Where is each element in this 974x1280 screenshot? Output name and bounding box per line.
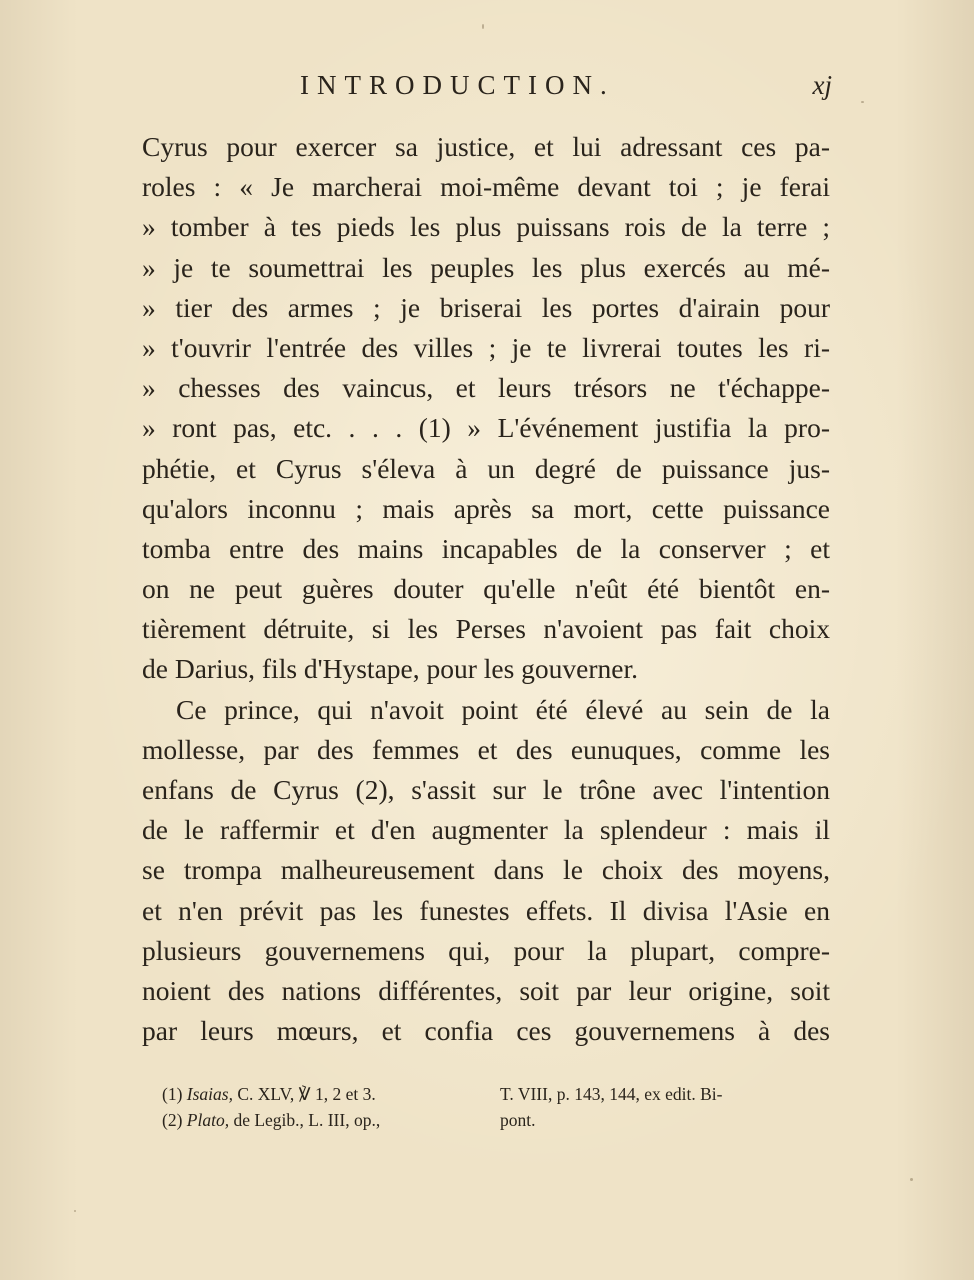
footnote-2-continuation: T. VIII, p. 143, 144, ex edit. Bi- [500,1084,723,1104]
text-line: on ne peut guères douter qu'elle n'eût été bientôt en- [142,573,830,605]
paragraph-1 [142,127,830,690]
text-line: enfans de Cyrus (2), s'assit sur le trône avec l'intention [142,774,830,805]
text-line: noient des nations différentes, soit par leur origine, soit [142,974,830,1006]
footnote-row-2 [162,1107,832,1133]
text-line: » tier des armes ; je briserai les portes d'airain pour [142,291,830,323]
footnote-mark: (1) [162,1084,183,1104]
paragraph-2 [142,690,830,1052]
paper-speck [910,1178,913,1181]
footnote-2-end: pont. [500,1110,536,1130]
text-line: tomba entre des mains incapables de la conserver ; et [142,532,830,564]
footnote-1 [162,1081,500,1107]
text-line: » je te soumettrai les peuples les plus exercés au mé- [142,251,830,283]
text-line: plusieurs gouvernemens qui, pour la plupart, compre- [142,934,830,966]
footnote-mark: (2) [162,1110,183,1130]
footnote-reference: C. XLV, ℣ 1, 2 et 3. [237,1084,376,1104]
text-line: qu'alors inconnu ; mais après sa mort, cette puissance [142,492,830,524]
text-line: » ront pas, etc. . . . (1) » L'événement justifia la pro- [142,412,830,444]
text-line: » t'ouvrir l'entrée des villes ; je te livrerai toutes les ri- [142,331,830,363]
page-header [142,70,832,110]
text-line: tièrement détruite, si les Perses n'avoient pas fait choix [142,613,830,645]
text-line: roles : « Je marcherai moi-même devant toi ; je ferai [142,171,830,203]
text-line: et n'en prévit pas les funestes effets. Il divisa l'Asie en [142,894,830,926]
footnotes [162,1081,832,1133]
text-line: phétie, et Cyrus s'éleva à un degré de puissance jus- [142,452,830,484]
running-title: INTRODUCTION. [300,70,615,100]
body-text [142,127,830,1051]
page-number: xj [812,70,832,100]
text-line: » chesses des vaincus, et leurs trésors ne t'échappe- [142,372,830,404]
text-line: Ce prince, qui n'avoit point été élevé au sein de la [176,693,830,725]
footnote-2 [162,1107,500,1133]
text-line: par leurs mœurs, et confia ces gouvernemens à des [142,1015,830,1047]
footnote-reference: de Legib., L. III, op., [233,1110,381,1130]
text-line: de le raffermir et d'en augmenter la splendeur : mais il [142,814,830,846]
text-line: Cyrus pour exercer sa justice, et lui adressant ces pa- [142,131,830,162]
footnote-source: Isaias, [186,1084,233,1104]
text-line: mollesse, par des femmes et des eunuques, comme les [142,733,830,765]
paper-speck [74,1210,76,1212]
text-line: » tomber à tes pieds les plus puissans rois de la terre ; [142,211,830,243]
paper-speck [482,24,484,29]
footnote-row-1 [162,1081,832,1107]
paper-speck [861,101,864,103]
text-line: de Darius, fils d'Hystape, pour les gouverner. [142,653,639,685]
footnote-source: Plato, [186,1110,230,1130]
text-line: se trompa malheureusement dans le choix des moyens, [142,854,830,886]
